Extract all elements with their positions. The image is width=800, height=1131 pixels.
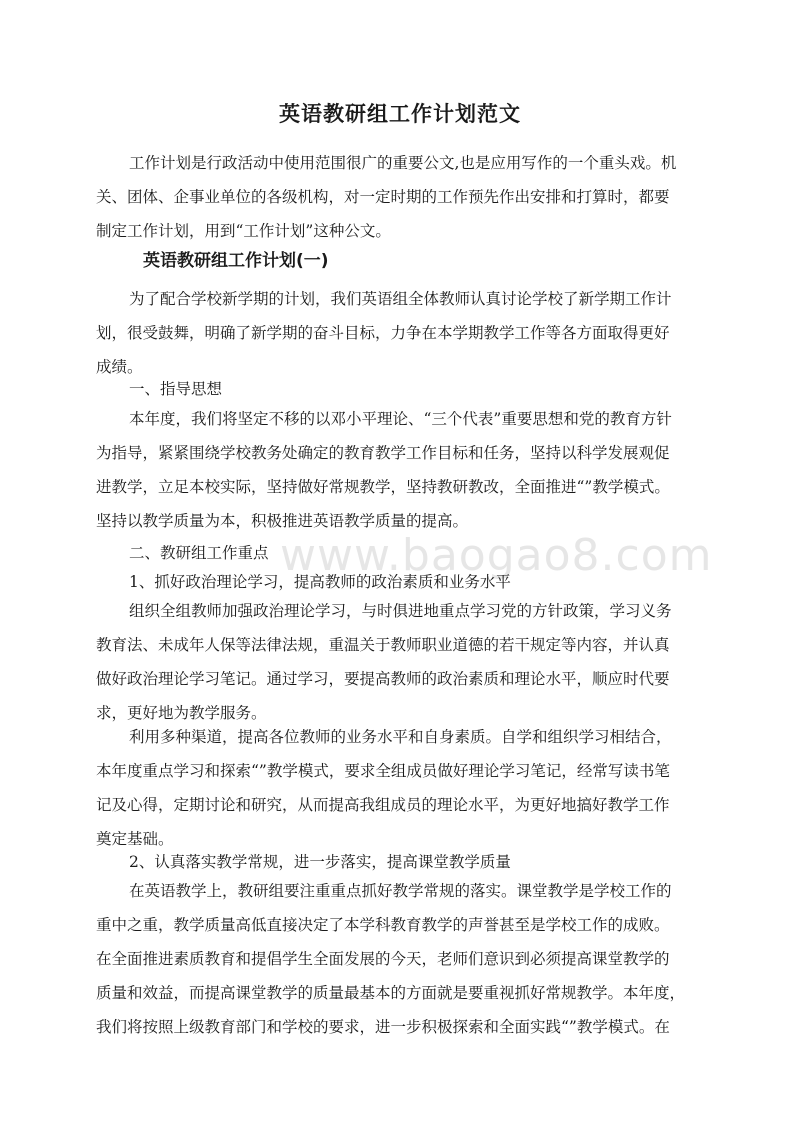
text-line: 成绩。 xyxy=(96,358,143,376)
text-line: 本年度，我们将坚定不移的以邓小平理论、“三个代表”重要思想和党的教育方针 xyxy=(129,410,672,428)
watermark: www.baogao8.com xyxy=(280,530,713,581)
heading-guiding-ideology: 一、指导思想 xyxy=(129,380,223,398)
section-title: 英语教研组工作计划(一) xyxy=(143,251,329,271)
paragraph-5 xyxy=(96,874,712,1044)
heading-work-focus: 二、教研组工作重点 xyxy=(129,544,269,562)
text-line: 质量和效益，而提高课堂教学的质量最基本的方面就是要重视抓好常规教学。本年度， xyxy=(96,984,686,1002)
document-title: 英语教研组工作计划范文 xyxy=(279,102,521,126)
text-line: 重中之重，教学质量高低直接决定了本学科教育教学的声誉甚至是学校工作的成败。 xyxy=(96,916,670,934)
text-line: 在全面推进素质教育和提倡学生全面发展的今天，老师们意识到必须提高课堂教学的 xyxy=(96,950,670,968)
text-line: 关、团体、企事业单位的各级机构，对一定时期的工作预先作出安排和打算时，都要 xyxy=(96,188,670,206)
text-line: 制定工作计划，用到“工作计划”这种公文。 xyxy=(96,222,391,240)
text-line: 为了配合学校新学期的计划，我们英语组全体教师认真讨论学校了新学期工作计 xyxy=(129,290,672,308)
text-line: 划，很受鼓舞，明确了新学期的奋斗目标，力争在本学期教学工作等各方面取得更好 xyxy=(96,324,670,342)
text-line: 组织全组教师加强政治理论学习，与时俱进地重点学习党的方针政策，学习义务 xyxy=(129,602,672,620)
heading-teaching-routine: 2、认真落实教学常规，进一步落实，提高课堂教学质量 xyxy=(129,853,511,871)
text-line: 教育法、未成年人保等法律法规，重温关于教师职业道德的若干规定等内容，并认真 xyxy=(96,636,670,654)
text-line: 工作计划是行政活动中使用范围很广的重要公文,也是应用写作的一个重头戏。机 xyxy=(129,154,677,172)
paragraph-1 xyxy=(96,282,712,384)
text-line: 奠定基础。 xyxy=(96,830,174,848)
text-line: 记及心得，定期讨论和研究，从而提高我组成员的理论水平，为更好地搞好教学工作 xyxy=(96,796,670,814)
text-line: 求，更好地为教学服务。 xyxy=(96,704,267,722)
text-line: 本年度重点学习和探索“”教学模式，要求全组成员做好理论学习笔记，经常写读书笔 xyxy=(96,762,670,780)
intro-paragraph xyxy=(96,146,712,248)
text-line: 利用多种渠道，提高各位教师的业务水平和自身素质。自学和组织学习相结合， xyxy=(129,728,672,746)
text-line: 坚持以教学质量为本，积极推进英语教学质量的提高。 xyxy=(96,512,469,530)
paragraph-4 xyxy=(96,720,712,856)
text-line: 做好政治理论学习笔记。通过学习，要提高教师的政治素质和理论水平，顺应时代要 xyxy=(96,670,670,688)
text-line: 在英语教学上，教研组要注重重点抓好教学常规的落实。课堂教学是学校工作的 xyxy=(129,882,672,900)
text-line: 为指导，紧紧围绕学校教务处确定的教育教学工作目标和任务，坚持以科学发展观促 xyxy=(96,444,670,462)
text-line: 进教学，立足本校实际，坚持做好常规教学，坚持教研教改，全面推进“”教学模式。 xyxy=(96,478,670,496)
text-line: 我们将按照上级教育部门和学校的要求，进一步积极探索和全面实践“”教学模式。在 xyxy=(96,1018,670,1036)
heading-political-study: 1、抓好政治理论学习，提高教师的政治素质和业务水平 xyxy=(129,573,511,591)
paragraph-2 xyxy=(96,402,712,538)
paragraph-3 xyxy=(96,594,712,730)
